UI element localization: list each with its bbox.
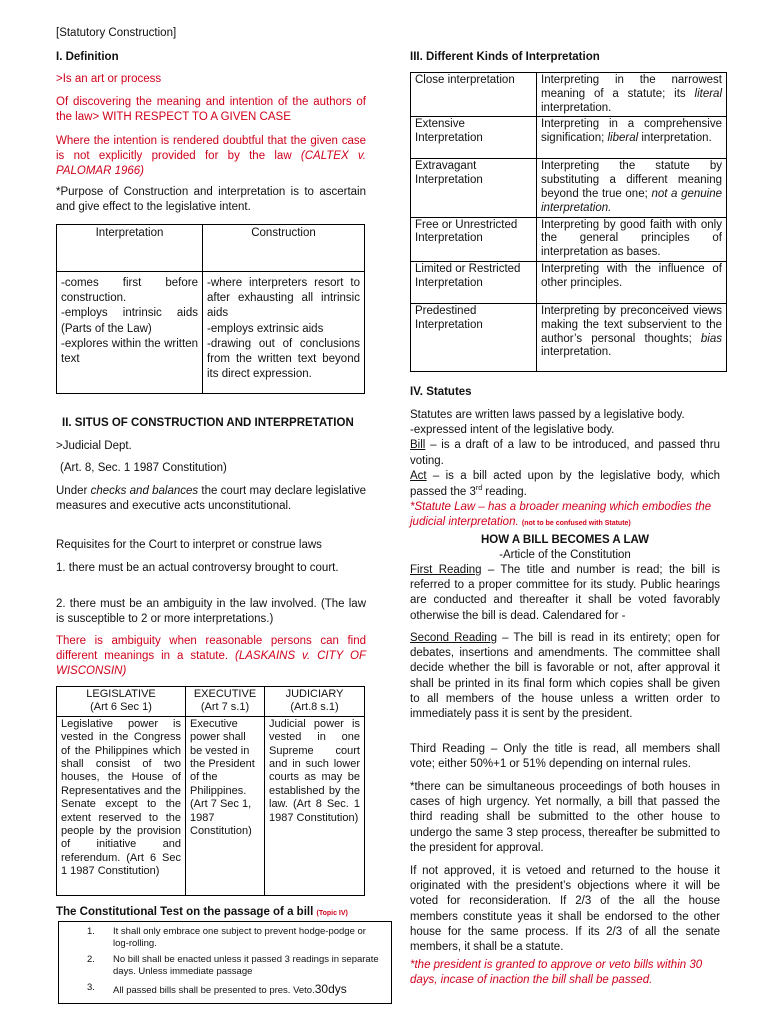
legislative-article: (Art 6 Sec 1) <box>90 701 152 714</box>
caltex-citation: (CALTEX v. PALOMAR 1966) <box>56 150 367 178</box>
checks-balances-text <box>56 484 366 514</box>
definition-line-2 <box>56 95 366 125</box>
under-text-a: Under <box>56 485 91 497</box>
legislative-body: Legislative power is vested in the Congress of the Philippines which shall consist of two houses, the House of Representatives and the Senate except to the extent reserved to the people by the provision of initiative and referendum. (Art 6 Sec 1 1987 Constitution) <box>57 716 186 895</box>
act-def-a: – is a bill acted upon by the legislative body, which passed the 3 <box>410 469 720 498</box>
kind-desc-2-post: interpretation. <box>638 132 712 145</box>
ambiguity-text-a: There is ambiguity when reasonable persons can find different meanings in a statute. <box>56 635 366 663</box>
act-term: Act <box>410 469 427 482</box>
kind-name-1: Close interpretation <box>411 73 537 117</box>
bill-definition <box>410 438 720 468</box>
veto-process: If not approved, it is vetoed and returned to the house it originated with the president’s objections where it will be voted for reconsideration. If 2/3 of the all the house members constitute yeas it shall be endorsed to the other house for the same process. If its 2/3 of all the senate members, it shall be a statute. <box>410 865 720 953</box>
kind-desc-1-text: Interpreting in the narrowest meaning of a statute; its <box>541 74 722 100</box>
branches-table <box>56 686 365 896</box>
test-item-3-text <box>113 982 387 998</box>
kind-desc-1 <box>537 73 727 117</box>
kinds-heading: III. Different Kinds of Interpretation <box>410 51 600 63</box>
test-item-2-num: 2. <box>87 954 95 965</box>
second-reading-def: – The bill is read in its entirety; open for debates, insertions and amendments. The committee shall decide whether the bill is favorable or not, after approval it shall be printed in its final form which copies shall be given to all members of the house unless a written order to immediately pass it is sent by the president. <box>410 632 721 720</box>
ambiguity-text <box>56 634 366 680</box>
constitutional-test-title: The Constitutional Test on the passage of a bill <box>56 906 314 918</box>
statute-law-note <box>410 500 720 530</box>
kind-desc-3 <box>537 159 727 217</box>
constitutional-test-heading <box>56 905 348 920</box>
kind-desc-1-post: interpretation. <box>541 101 612 114</box>
judiciary-body: Judicial power is vested in one Supreme court and in such lower courts as may be established by the law. (Art 8 Sec. 1 1987 Constitution) <box>265 716 365 895</box>
definition-line-2b: > WITH RESPECT TO A GIVEN CASE <box>92 111 291 124</box>
kinds-table <box>410 72 727 372</box>
bill-term: Bill <box>410 439 426 452</box>
president-note: *the president is granted to approve or veto bills within 30 days, incase of inaction the bill shall be passed. <box>410 959 703 987</box>
judiciary-article: (Art.8 s.1) <box>290 701 339 714</box>
requisites-heading: Requisites for the Court to interpret or construe laws <box>56 539 322 551</box>
art8-citation: (Art. 8, Sec. 1 1987 Constitution) <box>60 462 227 474</box>
legislative-title: LEGISLATIVE <box>86 688 156 700</box>
definition-line-2a: Of discovering the meaning and intention of the authors of the law <box>56 96 366 124</box>
act-def-sup: rd <box>475 484 483 492</box>
judiciary-header <box>265 687 365 717</box>
executive-header <box>186 687 265 717</box>
table-header-interpretation: Interpretation <box>57 225 203 272</box>
executive-body: Executive power shall be vested in the President of the Philippines. (Art 7 Sec 1, 1987 Constitution) <box>186 716 265 895</box>
laskains-citation: (LASKAINS v. CITY OF WISCONSIN) <box>56 650 367 678</box>
test-item-1-num: 1. <box>87 926 95 937</box>
document-title: [Statutory Construction] <box>56 27 177 39</box>
construction-text: -where interpreters resort to after exhausting all intrinsic aids -employs extrinsic aids -drawing out of conclusions from the written text beyond its direct expression. <box>207 277 360 381</box>
legislative-header <box>57 687 186 717</box>
second-reading-term: Second Reading <box>410 632 497 644</box>
how-bill-heading: HOW A BILL BECOMES A LAW <box>480 534 650 546</box>
kind-desc-4-text: Interpreting by good faith with only the general principles of interpretation as bases. <box>541 218 722 259</box>
kind-name-2: Extensive Interpretation <box>411 117 537 159</box>
definition-line-1: >Is an art or process <box>56 73 162 85</box>
simultaneous-note: *there can be simultaneous proceedings of both houses in cases of high urgency. Yet normally, a bill that passed the third reading shall be submitted to the other house to undergo the same 3 step process, thereafter be submitted to the president for approval. <box>410 781 720 854</box>
kind-desc-6 <box>537 303 727 371</box>
definition-line-3 <box>56 134 366 180</box>
kind-desc-6-post: interpretation. <box>541 346 612 359</box>
kind-desc-2-em: liberal <box>607 132 639 145</box>
test-item-1 <box>87 926 382 951</box>
interpretation-text: -comes first before construction. -employs intrinsic aids (Parts of the Law) -explores within the written text <box>61 277 198 365</box>
statute-def-2: -expressed intent of the legislative body. <box>410 424 615 437</box>
kind-name-3: Extravagant Interpretation <box>411 159 537 217</box>
kind-desc-6-text: Interpreting by preconceived views making the text subservient to the author’s personal thoughts; <box>541 304 722 345</box>
kind-desc-2-text: Interpreting in a comprehensive signification; <box>541 118 722 145</box>
executive-title: EXECUTIVE <box>193 688 257 700</box>
second-reading <box>410 631 720 722</box>
constitutional-test-box <box>58 921 392 1004</box>
definition-heading: I. Definition <box>56 51 119 63</box>
kind-desc-5 <box>537 261 727 303</box>
judiciary-title: JUDICIARY <box>285 688 344 700</box>
third-reading: Third Reading – Only the title is read, all members shall vote; either 50%+1 or 51% depending on internal rules. <box>410 743 720 771</box>
test-item-2-text: No bill shall be enacted unless it passed 3 readings in separate days. Unless immediate passage <box>113 954 379 978</box>
executive-article: (Art 7 s.1) <box>200 701 250 714</box>
kind-desc-4 <box>537 217 727 261</box>
purpose-text: *Purpose of Construction and interpretation is to ascertain and give effect to the legislative intent. <box>56 186 366 214</box>
kind-name-4: Free or Unrestricted Interpretation <box>411 217 537 261</box>
how-bill-subheading: -Article of the Constitution <box>499 549 631 561</box>
under-text-c: the court may declare legislative measures and executive acts unconstitutional. <box>56 485 366 513</box>
definition-line-3a: Where the intention is rendered doubtful that the given case is not explicitly provided for by the law <box>56 135 366 163</box>
interpretation-cell <box>57 272 203 394</box>
test-item-3-days: 30dys <box>314 982 347 996</box>
kind-desc-6-em: bias <box>700 332 722 345</box>
kind-name-6: Predestined Interpretation <box>411 303 537 371</box>
test-item-1-text: It shall only embrace one subject to prevent hodge-podge or log-rolling. <box>113 926 366 950</box>
table-header-construction: Construction <box>203 225 365 272</box>
statute-law-text: *Statute Law – has a broader meaning which embodies the judicial interpretation. <box>410 500 712 529</box>
test-item-3-num: 3. <box>87 982 95 993</box>
kind-desc-3-text: Interpreting the statute by substituting a different meaning beyond the true one; <box>541 160 722 200</box>
kind-desc-1-em: literal <box>694 87 722 100</box>
kind-desc-2 <box>537 117 727 159</box>
under-text-b: checks and balances <box>90 485 199 497</box>
kind-desc-3-em: not a genuine interpretation. <box>541 187 723 214</box>
act-definition <box>410 469 720 500</box>
act-def-b: reading. <box>482 485 527 498</box>
requisite-1: 1. there must be an actual controversy brought to court. <box>56 562 339 574</box>
topic-iv-tag: (Topic IV) <box>316 910 348 917</box>
interpretation-construction-table <box>56 224 365 394</box>
statutes-block <box>410 408 720 530</box>
first-reading <box>410 563 720 624</box>
bill-def: – is a draft of a law to be introduced, and passed thru voting. <box>410 439 720 467</box>
test-item-3-body: All passed bills shall be presented to pres. Veto. <box>113 985 315 996</box>
test-item-2 <box>87 954 382 979</box>
kind-desc-5-text: Interpreting with the influence of other principles. <box>541 262 722 289</box>
test-item-3 <box>87 982 387 998</box>
requisite-2: 2. there must be an ambiguity in the law involved. (The law is susceptible to 2 or more interpretations.) <box>56 598 366 626</box>
statutes-heading: IV. Statutes <box>410 386 472 398</box>
statute-law-aside: (not to be confused with Statute) <box>521 520 631 528</box>
kind-name-5: Limited or Restricted Interpretation <box>411 261 537 303</box>
first-reading-def: – The title and number is read; the bill is referred to a proper committee for its study. Public hearings are conducted and thereafter it shall be voted favorably otherwise the bill is dead. Calendared for - <box>410 564 720 622</box>
construction-cell <box>203 272 365 394</box>
first-reading-term: First Reading <box>410 564 482 576</box>
situs-heading: II. SITUS OF CONSTRUCTION AND INTERPRETATION <box>62 417 354 429</box>
statute-def-1: Statutes are written laws passed by a legislative body. <box>410 409 685 421</box>
judicial-dept: >Judicial Dept. <box>56 440 132 452</box>
